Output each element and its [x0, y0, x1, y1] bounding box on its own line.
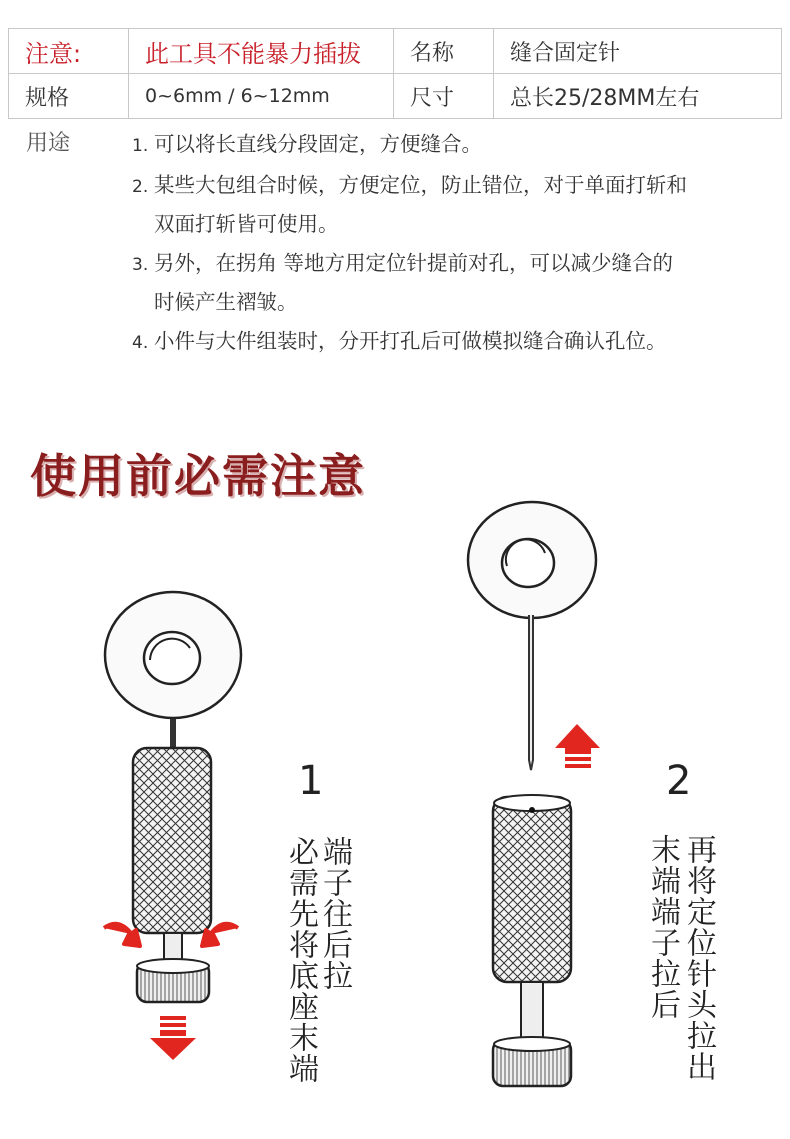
usage-item-number: 3. — [132, 255, 149, 275]
tool-1-knurled-body — [133, 748, 211, 933]
usage-label: 用途 — [26, 131, 71, 156]
size-label: 尺寸 — [394, 74, 494, 119]
step-2-text-b: 末端端子拉后 — [645, 834, 680, 1020]
pull-up-arrow-icon — [555, 724, 600, 768]
usage-list — [132, 126, 772, 364]
usage-item-number: 4. — [132, 333, 149, 353]
usage-item-text: 可以将长直线分段固定，方便缝合。 — [154, 132, 482, 156]
usage-item — [132, 323, 772, 362]
tool-2-illustration — [468, 502, 600, 1086]
notice-text: 此工具不能暴力插拔 — [129, 29, 394, 74]
step-2-text-a: 再将定位针头拉出 — [681, 834, 716, 1082]
step-1-text-b: 必需先将底座末端 — [283, 836, 318, 1084]
tool-2-needle — [529, 615, 533, 770]
spec-label: 规格 — [9, 74, 129, 119]
tool-2-shaft — [521, 982, 543, 1042]
step-2-number: 2 — [666, 758, 692, 804]
section-title: 使用前必需注意 — [30, 449, 366, 503]
step-1-text-a: 端子往后拉 — [317, 836, 352, 991]
pull-down-arrow-icon — [150, 1016, 196, 1060]
usage-item — [132, 245, 772, 321]
tool-2-knurled-body — [493, 797, 571, 982]
spec-table — [8, 28, 782, 119]
usage-item-text: 小件与大件组装时，分开打孔后可做模拟缝合确认孔位。 — [154, 329, 667, 353]
step-1-number: 1 — [298, 758, 324, 804]
usage-item-number: 2. — [132, 177, 149, 197]
name-label: 名称 — [394, 29, 494, 74]
usage-item-text-cont: 双面打斩皆可使用。 — [154, 212, 339, 236]
tool-diagram — [0, 480, 790, 1139]
tool-1-ring-hole — [144, 632, 200, 684]
notice-label: 注意: — [9, 29, 129, 74]
usage-item — [132, 167, 772, 243]
usage-item — [132, 126, 772, 165]
usage-item-text: 某些大包组合时候，方便定位，防止错位，对于单面打斩和 — [154, 173, 687, 197]
usage-item-number: 1. — [132, 136, 149, 156]
spec-row-2 — [9, 74, 782, 119]
size-value: 总长25/28MM左右 — [494, 74, 782, 119]
tool-1-illustration — [104, 592, 241, 1060]
usage-item-text-cont: 时候产生褶皱。 — [154, 290, 298, 314]
usage-item-text: 另外，在拐角 等地方用定位针提前对孔，可以减少缝合的 — [154, 251, 674, 275]
name-value: 缝合固定针 — [494, 29, 782, 74]
spec-value: 0~6mm / 6~12mm — [129, 74, 394, 119]
spec-row-1 — [9, 29, 782, 74]
